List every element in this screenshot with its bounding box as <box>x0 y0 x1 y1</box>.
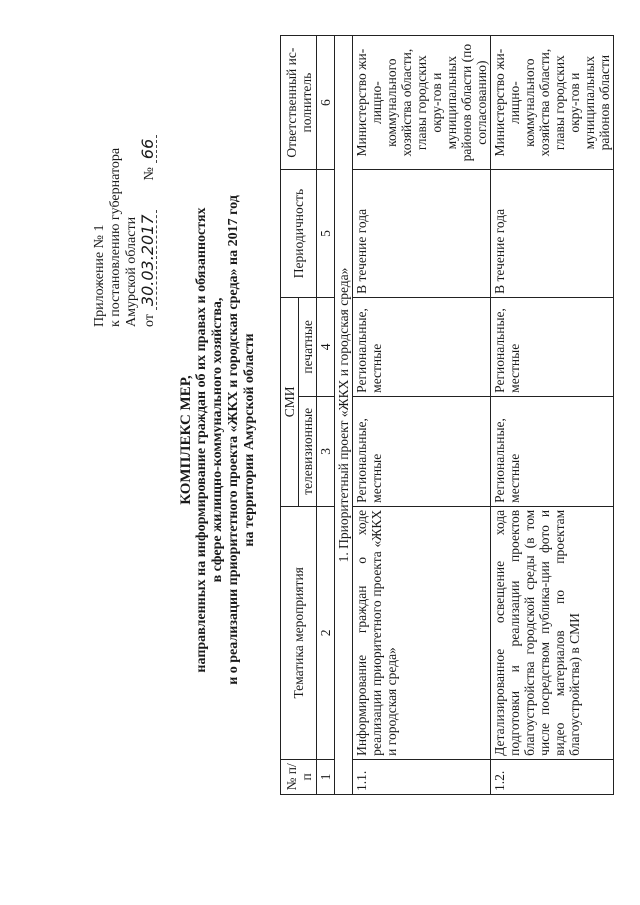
row-tv: Региональные, местные <box>491 396 614 506</box>
measures-table <box>280 35 614 795</box>
col-number: 4 <box>317 297 335 396</box>
header-print: печатные <box>299 297 317 396</box>
appendix-line3: Амурской области <box>124 216 139 327</box>
col-number: 5 <box>317 170 335 298</box>
col-number: 6 <box>317 36 335 170</box>
col-number: 1 <box>317 759 335 794</box>
number-value: 66 <box>140 135 157 163</box>
row-num: 1.2. <box>491 759 614 794</box>
heading-line1: направленных на информирование граждан об их правах и обязанностях <box>194 207 209 673</box>
row-tv: Региональные, местные <box>353 396 491 506</box>
section-row <box>335 36 353 795</box>
row-num: 1.1. <box>353 759 491 794</box>
column-number-row <box>317 36 335 795</box>
header-responsible: Ответственный ис-полнитель <box>281 36 317 170</box>
heading-line3: и о реализации приоритетного проекта «ЖКХ и городская среда» на 2017 год <box>226 195 241 685</box>
row-print: Региональные, местные <box>353 297 491 396</box>
appendix-line2: к постановлению губернатора <box>108 147 123 327</box>
table-row <box>353 36 491 795</box>
header-row <box>281 36 299 795</box>
appendix-date-row <box>140 107 158 327</box>
row-topic: Детализированное освещение хода подготовки и реализации проектов благоустройства городской среды (в том числе посредством публика-ции фото и видео материалов по проектам благоустройства) в СМИ <box>491 506 614 759</box>
appendix-line1: Приложение № 1 <box>92 224 107 327</box>
row-period: В течение года <box>353 170 491 298</box>
heading-line4: на территории Амурской области <box>242 333 257 547</box>
row-topic: Информирование граждан о ходе реализации приоритетного проекта «ЖКХ и городская среда» <box>353 506 491 759</box>
header-period: Периодичность <box>281 170 317 298</box>
table-row <box>491 36 614 795</box>
header-topic: Тематика мероприятия <box>281 506 317 759</box>
header-media: СМИ <box>281 297 299 506</box>
row-period: В течение года <box>491 170 614 298</box>
col-number: 3 <box>317 396 335 506</box>
document-heading <box>178 90 258 790</box>
header-tv: телевизионные <box>299 396 317 506</box>
row-responsible: Министерство жи-лищно-коммунального хозяйства области, главы городских окру-гов и муниципальных районов области (по согласованию) <box>353 36 491 170</box>
number-prefix: № <box>142 167 157 181</box>
row-print: Региональные, местные <box>491 297 614 396</box>
section-title: 1. Приоритетный проект «ЖКХ и городская среда» <box>335 36 353 795</box>
heading-line2: в сфере жилищно-коммунального хозяйства, <box>210 297 225 583</box>
date-value: 30.03.2017 <box>140 210 157 310</box>
date-prefix: от <box>142 314 157 327</box>
row-responsible: Министерство жи-лищно-коммунального хозяйства области, главы городских окру-гов и муниципальных районов области <box>491 36 614 170</box>
header-num: № п/п <box>281 759 317 794</box>
appendix-block <box>92 107 158 327</box>
col-number: 2 <box>317 506 335 759</box>
document-title: КОМПЛЕКС МЕР, <box>178 375 194 505</box>
